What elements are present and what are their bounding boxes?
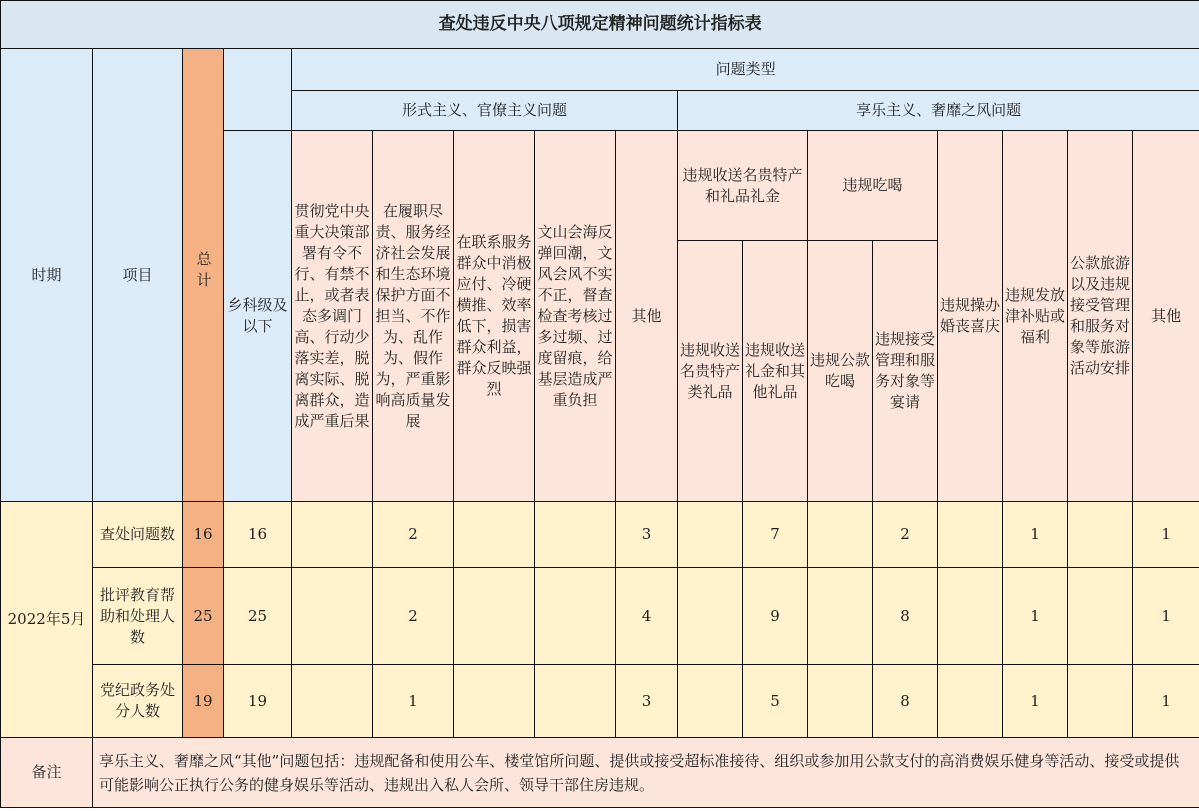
cell — [938, 568, 1003, 665]
header-g2-col-travel: 公款旅游以及违规接受管理和服务对象等旅游活动安排 — [1068, 131, 1133, 502]
cell: 1 — [1133, 665, 1199, 738]
header-total-label: 总计 — [194, 251, 213, 293]
cell — [938, 502, 1003, 568]
row-total: 16 — [183, 502, 224, 568]
cell — [1068, 502, 1133, 568]
cell: 2 — [373, 568, 454, 665]
cell — [535, 502, 616, 568]
header-dining-group: 违规吃喝 — [808, 131, 938, 241]
note-label: 备注 — [1, 738, 93, 808]
cell — [678, 502, 743, 568]
row-town: 25 — [224, 568, 292, 665]
row-town: 16 — [224, 502, 292, 568]
cell: 5 — [743, 665, 808, 738]
cell: 1 — [1003, 568, 1068, 665]
cell — [535, 568, 616, 665]
header-gift-col-1: 违规收送名贵特产类礼品 — [678, 241, 743, 502]
cell — [808, 665, 873, 738]
cell — [535, 665, 616, 738]
row-label: 党纪政务处分人数 — [93, 665, 183, 738]
row-total: 19 — [183, 665, 224, 738]
cell — [808, 502, 873, 568]
cell — [808, 568, 873, 665]
header-gift-group: 违规收送名贵特产和礼品礼金 — [678, 131, 808, 241]
cell — [292, 568, 373, 665]
header-period: 时期 — [1, 49, 93, 502]
header-town-level: 乡科级及以下 — [224, 131, 292, 502]
cell: 9 — [743, 568, 808, 665]
header-dining-col-1: 违规公款吃喝 — [808, 241, 873, 502]
row-label: 批评教育帮助和处理人数 — [93, 568, 183, 665]
header-g1-col-1: 贯彻党中央重大决策部署有令不行、有禁不止，或者表态多调门高、行动少落实差，脱离实际、脱离群众，造成严重后果 — [292, 131, 373, 502]
header-g1-col-2: 在履职尽责、服务经济社会发展和生态环境保护方面不担当、不作为、乱作为、假作为，严重影响高质量发展 — [373, 131, 454, 502]
cell: 7 — [743, 502, 808, 568]
header-group-hedonism: 享乐主义、奢靡之风问题 — [678, 91, 1199, 131]
header-total — [183, 49, 224, 502]
cell: 4 — [616, 568, 678, 665]
cell: 8 — [873, 665, 938, 738]
cell: 1 — [1003, 502, 1068, 568]
header-gift-col-2: 违规收送礼金和其他礼品 — [743, 241, 808, 502]
row-total: 25 — [183, 568, 224, 665]
row-label: 查处问题数 — [93, 502, 183, 568]
cell — [678, 568, 743, 665]
cell — [454, 568, 535, 665]
cell — [454, 665, 535, 738]
period-cell: 2022年5月 — [1, 502, 93, 738]
header-g2-col-wedding: 违规操办婚丧喜庆 — [938, 131, 1003, 502]
header-problem-type: 问题类型 — [292, 49, 1199, 91]
cell: 3 — [616, 502, 678, 568]
cell — [292, 502, 373, 568]
cell: 8 — [873, 568, 938, 665]
cell: 1 — [1133, 568, 1199, 665]
cell — [1068, 665, 1133, 738]
cell: 2 — [873, 502, 938, 568]
cell — [454, 502, 535, 568]
header-g1-col-4: 文山会海反弹回潮，文风会风不实不正，督查检查考核过多过频、过度留痕，给基层造成严重负担 — [535, 131, 616, 502]
header-g2-col-other: 其他 — [1133, 131, 1199, 502]
header-item: 项目 — [93, 49, 183, 502]
cell — [938, 665, 1003, 738]
header-g2-col-subsidy: 违规发放津补贴或福利 — [1003, 131, 1068, 502]
header-g1-col-other: 其他 — [616, 131, 678, 502]
row-town: 19 — [224, 665, 292, 738]
cell: 2 — [373, 502, 454, 568]
cell: 3 — [616, 665, 678, 738]
cell: 1 — [1003, 665, 1068, 738]
header-dining-col-2: 违规接受管理和服务对象等宴请 — [873, 241, 938, 502]
cell — [678, 665, 743, 738]
cell — [292, 665, 373, 738]
header-blank — [224, 49, 292, 131]
cell: 1 — [1133, 502, 1199, 568]
header-g1-col-3: 在联系服务群众中消极应付、冷硬横推、效率低下，损害群众利益，群众反映强烈 — [454, 131, 535, 502]
table-title: 查处违反中央八项规定精神问题统计指标表 — [1, 1, 1199, 49]
cell: 1 — [373, 665, 454, 738]
header-group-formalism: 形式主义、官僚主义问题 — [292, 91, 678, 131]
note-text: 享乐主义、奢靡之风“其他”问题包括：违规配备和使用公车、楼堂馆所问题、提供或接受超标准接待、组织或参加用公款支付的高消费娱乐健身等活动、接受或提供可能影响公正执行公务的健身娱乐等活动、违规出入私人会所、领导干部住房违规。 — [93, 738, 1199, 808]
cell — [1068, 568, 1133, 665]
